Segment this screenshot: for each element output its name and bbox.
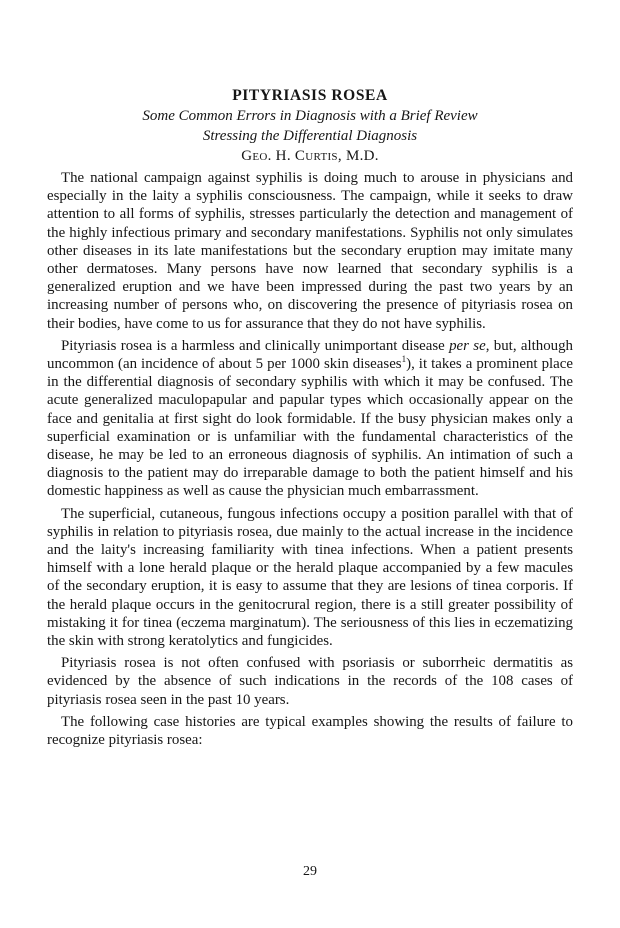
subtitle-line-1: Some Common Errors in Diagnosis with a Brief Review: [142, 108, 478, 124]
paragraph-2-mid: , but, although uncommon (an incidence of about 5 per 1000 skin diseases: [47, 337, 573, 373]
article-page: [47, 86, 573, 749]
reference-marker: 1: [401, 354, 407, 365]
paragraph-2-start: Pityriasis rosea is a harmless and clinically unimportant disease: [61, 337, 445, 354]
subtitle-line-2: Stressing the Differential Diagnosis: [202, 128, 418, 144]
paragraph-2-italic: per se: [449, 337, 486, 354]
article-body: [47, 169, 573, 749]
paragraph-2-end: ), it takes a prominent place in the differential diagnosis of secondary syphilis with which it may be confused. The acute generalized maculopapular and papular types which occasionally appear on the face and genitalia at first sight do look formidable. If the busy physician makes only a superficial examination or is unfamiliar with the fundamental characteristics of the disease, he may be led to an erroneous diagnosis of syphilis. An intimation of such a diagnosis to the patient may do irreparable damage to both the patient himself and his domestic happiness as well as cause the physician much embarrassment.: [47, 356, 573, 500]
paragraph-5: The following case histories are typical examples showing the results of failure to recognize pityriasis rosea:: [47, 713, 573, 749]
paragraph-3: The superficial, cutaneous, fungous infections occupy a position parallel with that of syphilis in relation to pityriasis rosea, due mainly to the actual increase in the incidence and the laity's increasing familiarity with tinea infections. When a patient presents himself with a lone herald plaque or the herald plaque accompanied by a few macules of the secondary eruption, it is easy to assume that they are lesions of tinea corporis. If the herald plaque occurs in the genitocrural region, there is a still greater possibility of mistaking it for tinea (eczema marginatum). The seriousness of this lies in eczematizing the skin with strong keratolytics and fungicides.: [47, 505, 573, 650]
article-title: PITYRIASIS ROSEA: [232, 87, 388, 104]
article-subtitle: [47, 106, 573, 146]
page-number: 29: [303, 864, 317, 879]
article-author: Geo. H. Curtis, M.D.: [241, 148, 379, 164]
paragraph-2: [47, 337, 573, 501]
paragraph-1: The national campaign against syphilis is doing much to arouse in physicians and especially in the laity a syphilis consciousness. The campaign, while it seeks to draw attention to all forms of syphilis, stresses particularly the detection and management of the highly infectious primary and secondary manifestations. Syphilis not only simulates other diseases in its late manifestations but the secondary eruption may imitate many other dermatoses. Many persons have now learned that secondary syphilis is a generalized eruption and we have been impressed during the past two years by an increasing number of persons who, on discovering the presence of pityriasis rosea on their bodies, have come to us for assurance that they do not have syphilis.: [47, 170, 573, 332]
paragraph-4: Pityriasis rosea is not often confused with psoriasis or suborrheic dermatitis as evidenced by the absence of such indications in the records of the 108 cases of pityriasis rosea seen in the past 10 years.: [47, 655, 573, 708]
